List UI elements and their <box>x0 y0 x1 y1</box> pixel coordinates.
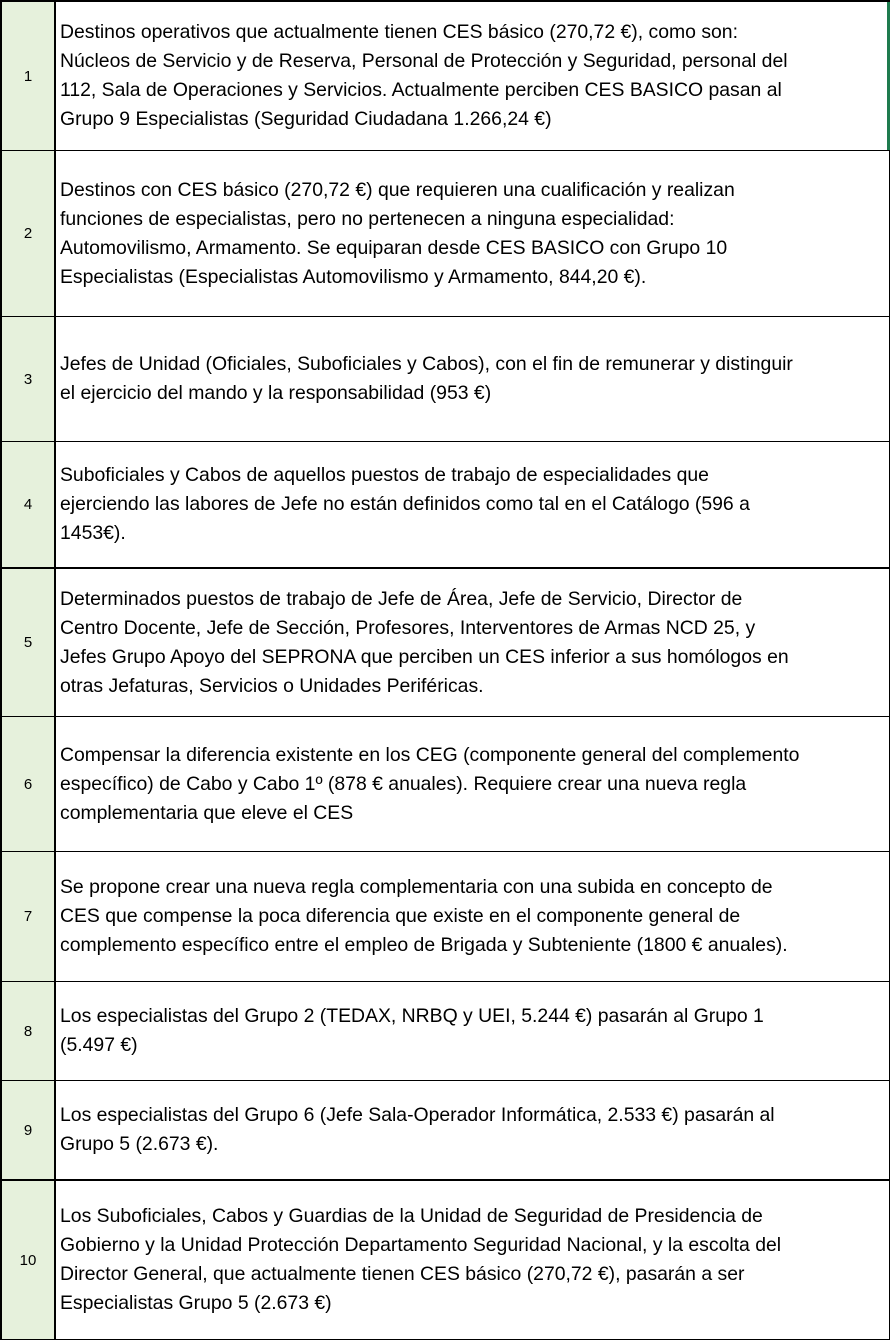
row-number: 2 <box>2 151 56 316</box>
row-number: 9 <box>2 1081 56 1179</box>
row-text: Se propone crear una nueva regla complementaria con una subida en concepto de CES que compense la poca diferencia que existe en el componente general de complemento específico entre el empleo de Brigada y Subteniente (1800 € anuales). <box>56 852 890 981</box>
row-number: 6 <box>2 717 56 851</box>
row-text: Los Suboficiales, Cabos y Guardias de la Unidad de Seguridad de Presidencia de Gobierno y la Unidad Protección Departamento Seguridad Nacional, y la escolta del Director General, que actualmente tienen CES básico (270,72 €), pasarán a ser Especialistas Grupo 5 (2.673 €) <box>56 1181 890 1339</box>
table-row <box>2 982 890 1081</box>
row-number: 10 <box>2 1181 56 1339</box>
row-text: Jefes de Unidad (Oficiales, Suboficiales y Cabos), con el fin de remunerar y distinguir el ejercicio del mando y la responsabilidad (953 €) <box>56 317 890 441</box>
row-number: 5 <box>2 569 56 716</box>
row-text: Destinos con CES básico (270,72 €) que requieren una cualificación y realizan funciones de especialistas, pero no pertenecen a ninguna especialidad: Automovilismo, Armamento. Se equiparan desde CES BASICO con Grupo 10 Especialistas (Especialistas Automovilismo y Armamento, 844,20 €). <box>56 151 890 316</box>
table-row <box>2 2 890 151</box>
table-row <box>2 1081 890 1181</box>
table-row <box>2 569 890 717</box>
row-number: 7 <box>2 852 56 981</box>
row-text: Suboficiales y Cabos de aquellos puestos de trabajo de especialidades que ejerciendo las labores de Jefe no están definidos como tal en el Catálogo (596 a 1453€). <box>56 442 890 567</box>
row-number: 1 <box>2 2 56 150</box>
row-number: 3 <box>2 317 56 441</box>
table-row <box>2 852 890 982</box>
table-row <box>2 442 890 569</box>
row-text: Compensar la diferencia existente en los CEG (componente general del complemento específico) de Cabo y Cabo 1º (878 € anuales). Requiere crear una nueva regla complementaria que eleve el CES <box>56 717 890 851</box>
row-number: 8 <box>2 982 56 1080</box>
table-row <box>2 317 890 442</box>
table-row <box>2 1181 890 1340</box>
row-text: Determinados puestos de trabajo de Jefe de Área, Jefe de Servicio, Director de Centro Docente, Jefe de Sección, Profesores, Interventores de Armas NCD 25, y Jefes Grupo Apoyo del SEPRONA que perciben un CES inferior a sus homólogos en otras Jefaturas, Servicios o Unidades Periféricas. <box>56 569 890 716</box>
row-text: Destinos operativos que actualmente tienen CES básico (270,72 €), como son: Núcleos de Servicio y de Reserva, Personal de Protección y Seguridad, personal del 112, Sala de Operaciones y Servicios. Actualmente perciben CES BASICO pasan al Grupo 9 Especialistas (Seguridad Ciudadana 1.266,24 €) <box>56 2 890 150</box>
row-number: 4 <box>2 442 56 567</box>
row-text: Los especialistas del Grupo 2 (TEDAX, NRBQ y UEI, 5.244 €) pasarán al Grupo 1 (5.497 €) <box>56 982 890 1080</box>
table-row <box>2 151 890 317</box>
row-text: Los especialistas del Grupo 6 (Jefe Sala-Operador Informática, 2.533 €) pasarán al Grupo 5 (2.673 €). <box>56 1081 890 1179</box>
table-row <box>2 717 890 852</box>
